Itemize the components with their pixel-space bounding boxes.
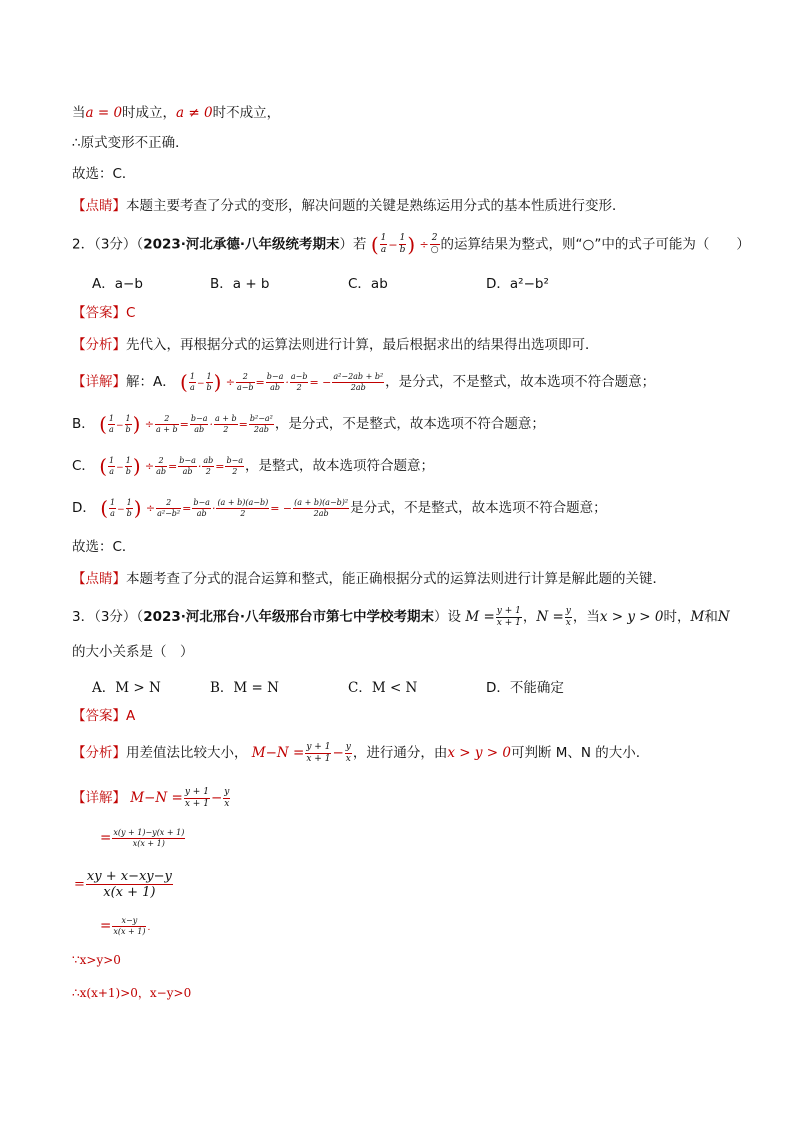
detail-tag: 【详解】 <box>72 374 126 390</box>
answer-value: C <box>126 305 136 321</box>
step-2-numerator: xy + x−xy−y <box>86 868 172 884</box>
text: ）若 <box>339 236 367 253</box>
option-a: A．a−b <box>92 276 143 292</box>
choose-line: 故选：C． <box>72 166 136 182</box>
text: 时不成立， <box>212 105 281 121</box>
comment-line-2 <box>72 570 666 588</box>
conclusion-line: ∴原式变形不正确． <box>72 135 189 151</box>
analysis-line-3: 【分析】用差值法比较大小， M−N = $\frac{y + 1}{x + 1}$ − $\frac{y}{x}$ ，进行通分，由x > y > 0可判断 M、N 的大小. <box>72 741 641 764</box>
analysis-tag: 【分析】 <box>72 745 126 761</box>
text: 和 <box>704 609 718 625</box>
step-3-denominator: x(x + 1) <box>113 926 146 936</box>
question-number: 3．（3分）（ <box>72 609 144 625</box>
text: D． <box>72 500 96 516</box>
comment-tag: 【点睛】 <box>72 571 126 587</box>
analysis-line <box>72 336 599 354</box>
step-2: = $\frac{xy + x-xy-y}{x(x + 1)}$ <box>74 868 172 900</box>
answer-line <box>72 304 135 322</box>
text: 是分式，不是整式，故本选项不符合题意； <box>350 500 607 516</box>
question-3-stem: 3．（3分）（2023·河北邢台·八年级邢台市第七中学校考期末）设 M = $\frac{y + 1}{x + 1}$ ，N = $\frac{y}{x}$ ，当x > y > 0时，M和N <box>72 605 730 628</box>
text: B． <box>72 416 95 432</box>
text: 时， <box>663 609 691 625</box>
choose-line-2: 故选：C． <box>72 539 136 555</box>
because-line: ∵x>y>0 <box>72 953 121 967</box>
text: ，进行通分，由 <box>352 745 448 761</box>
option-b: B．a + b <box>210 276 270 292</box>
text: 解：A． <box>126 374 176 390</box>
math-inline: a = 0 <box>85 105 123 121</box>
option-d: D．a²−b² <box>486 276 549 292</box>
step-3: = $\frac{x-y}{x(x + 1)}$ . <box>100 915 151 936</box>
math-inline: x > y > 0 <box>599 609 664 625</box>
step-2-denominator: x(x + 1) <box>103 884 156 900</box>
math-fraction: 2 ○ <box>430 233 439 255</box>
detail-line-3: 【详解】 M−N = $\frac{y + 1}{x + 1}$ − $\frac{y}{x}$ <box>72 786 230 809</box>
text: 当 <box>72 105 86 121</box>
text: ）设 <box>434 609 462 625</box>
detail-c-line: C． ( $\frac{1}{a}$ − $\frac{1}{b}$ ) ÷ $\frac{2}{ab}$ = $\frac{b-a}{ab}$ · $\frac{ab}{2}$ = $\frac{b-a}{2}$ ，是整式，故本选项符合题意； <box>72 454 435 478</box>
comment-text: 本题主要考查了分式的变形，解决问题的关键是熟练运用分式的基本性质进行变形． <box>126 198 626 214</box>
text: C． <box>72 458 95 474</box>
math-inline: x > y > 0 <box>447 745 511 761</box>
detail-tag: 【详解】 <box>72 790 126 806</box>
detail-a-line: 【详解】解：A． ( $\frac{1}{a}$ − $\frac{1}{b}$ ) ÷ $\frac{2}{a-b}$ = $\frac{b-a}{ab}$ · $\frac{a-b}{2}$ = − $\frac{\text{a²−2ab + b²}}{2ab}$ ，是分式，不是整式，故本选项不符合题意； <box>72 370 656 394</box>
math-paren: ) <box>407 232 416 257</box>
question-source: 2023·河北承德·八年级统考期末 <box>143 236 340 253</box>
analysis-text: 先代入，再根据分式的运算法则进行计算，最后根据求出的结果得出选项即可． <box>126 337 599 353</box>
option-a: A．M > N <box>92 680 161 696</box>
analysis-tag: 【分析】 <box>72 337 126 353</box>
question-3-stem-line2: 的大小关系是（ ） <box>72 644 194 660</box>
step-1-numerator: x(y + 1)−y(x + 1) <box>113 827 185 837</box>
math-fraction: $\frac{1}{a}$ <box>380 233 387 255</box>
comment-line <box>72 197 626 215</box>
comment-text: 本题考查了分式的混合运算和整式，能正确根据分式的运算法则进行计算是解此题的关键． <box>126 571 666 587</box>
answer-line-3 <box>72 707 135 725</box>
question-source: 2023·河北邢台·八年级邢台市第七中学校考期末 <box>143 609 435 625</box>
option-b: B．M = N <box>210 680 279 696</box>
answer-tag: 【答案】 <box>72 305 126 321</box>
answer-tag: 【答案】 <box>72 708 126 724</box>
step-1-denominator: x(x + 1) <box>132 838 165 848</box>
math-inline: a ≠ 0 <box>176 105 213 121</box>
step-1: = $\frac{x(y + 1)-y(x + 1)}{x(x + 1)}$ <box>100 827 185 848</box>
text: ，当 <box>572 609 600 625</box>
text: ，是分式，不是整式，故本选项不符合题意； <box>274 416 545 432</box>
math-inline: N <box>717 609 730 625</box>
text: ，是整式，故本选项符合题意； <box>245 458 435 474</box>
question-2-stem: 2．（3分）（2023·河北承德·八年级统考期末）若 ( $\frac{1}{a}$ − $\frac{1}{b}$ ) ÷ 2 ○ 的运算结果为整式，则“○”中的式子可能为（ ） <box>72 232 750 257</box>
text: ，是分式，不是整式，故本选项不符合题意； <box>385 374 656 390</box>
text: 用差值法比较大小， <box>126 745 248 761</box>
option-c: C．ab <box>348 276 388 292</box>
answer-value: A <box>126 708 136 724</box>
option-c: C．M < N <box>348 680 418 696</box>
option-d: D．不能确定 <box>486 680 564 696</box>
text: 可判断 M、N 的大小. <box>510 745 641 761</box>
math-inline: M <box>690 609 705 625</box>
detail-b-line: B． ( $\frac{1}{a}$ − $\frac{1}{b}$ ) ÷ $\frac{2}{a + b}$ = $\frac{b-a}{ab}$ · $\frac{a + b}{2}$ = $\frac{\text{b²−a²}}{2ab}$ ，是分式，不是整式，故本选项不符合题意； <box>72 412 545 436</box>
detail-d-line: D． ( $\frac{1}{a}$ − $\frac{1}{b}$ ) ÷ $\frac{2}{\text{a²−b²}}$ = $\frac{b-a}{ab}$ · $\frac{(a + b)(a-b)}{2}$ = − $\frac{\text{(a + b)(a−b)²}}{2ab}$ 是分式，不是整式，故本选项不符合题意； <box>72 496 607 520</box>
comment-tag: 【点睛】 <box>72 198 126 214</box>
question-number: 2．（3分）（ <box>72 236 144 253</box>
math-fraction: $\frac{1}{b}$ <box>399 233 406 255</box>
math-paren: ( <box>370 232 379 257</box>
text: 的运算结果为整式，则“○”中的式子可能为（ ） <box>440 236 750 253</box>
text: 时成立， <box>122 105 177 121</box>
condition-line <box>72 104 280 122</box>
step-3-numerator: x−y <box>112 917 146 927</box>
therefore-line: ∴x(x+1)>0，x−y>0 <box>72 986 192 1000</box>
